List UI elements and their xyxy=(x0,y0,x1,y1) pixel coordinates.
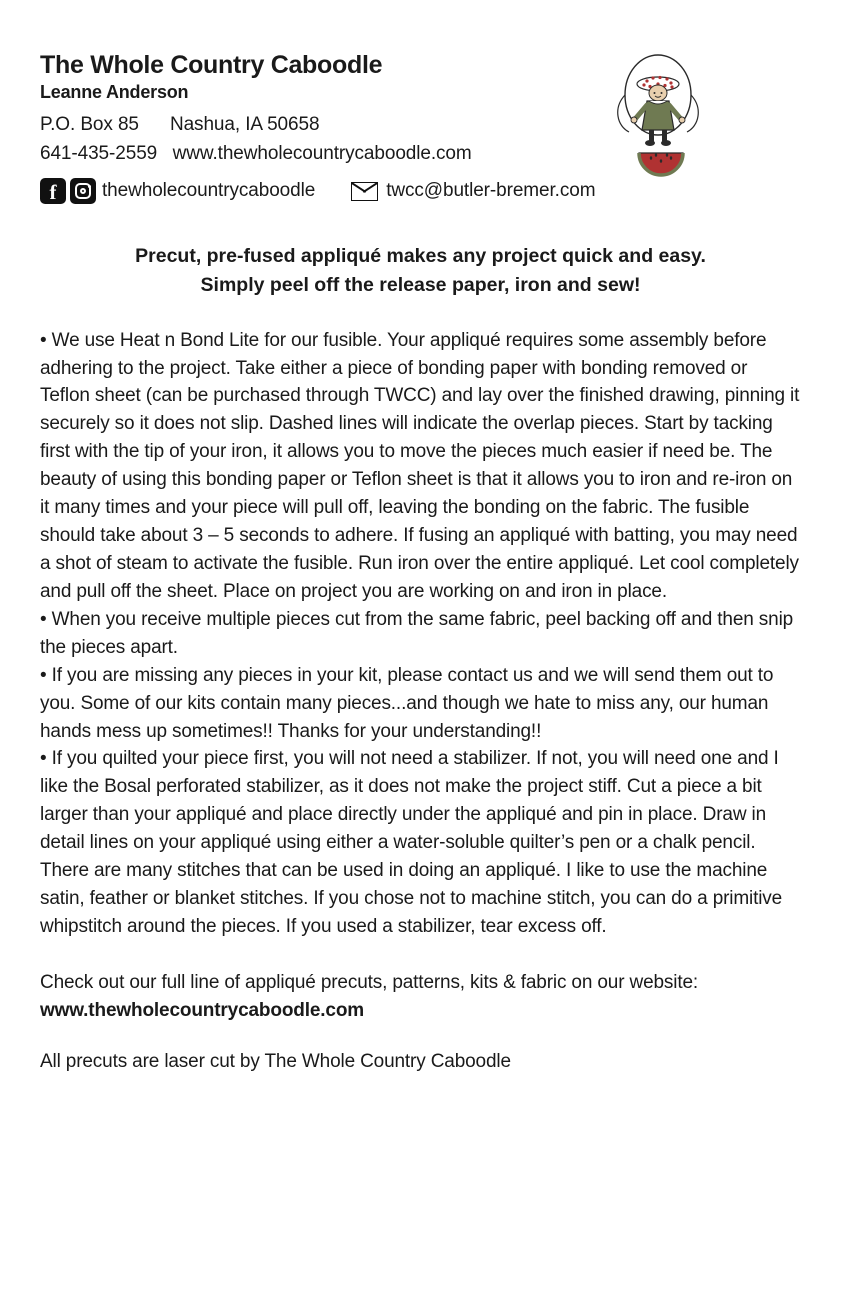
letterhead-header xyxy=(0,0,841,204)
instruction-bullet: • If you are missing any pieces in your kit, please contact us and we will send them out to you. Some of our kits contain many pieces...and though we hate to miss any, our human hands mess up sometimes!! Thanks for your understanding!! xyxy=(40,664,774,742)
instructions-body xyxy=(40,327,801,941)
instruction-bullet: • When you receive multiple pieces cut from the same fabric, peel backing off and then snip the pieces apart. xyxy=(40,608,794,658)
email-address[interactable]: twcc@butler-bremer.com xyxy=(386,180,596,202)
website-callout-text: Check out our full line of appliqué precuts, patterns, kits & fabric on our website: xyxy=(40,971,699,993)
instruction-bullet: • If you quilted your piece first, you will not need a stabilizer. If not, you will need one and I like the Bosal perforated stabilizer, as it does not make the project stiff. Cut a piece a bit larger than your appliqué and place directly under the appliqué and pin in place. Draw in detail lines on your appliqué using either a water-soluble quilter’s pen or a chalk pencil. There are many stitches that can be used in doing an appliqué. I like to use the machine satin, feather or blanket stitches. If you chose not to machine stitch, you can do a primitive whipstitch around the pieces. If you used a stabilizer, tear excess off. xyxy=(40,748,783,937)
doll-with-watermelon-logo xyxy=(603,48,713,178)
contact-row xyxy=(40,178,801,204)
instruction-bullet: • We use Heat n Bond Lite for our fusible. Your appliqué requires some assembly before adhering to the project. Take either a piece of bonding paper with bonding removed or Teflon sheet (can be purchased through TWCC) and lay over the finished drawing, pinning it securely so it does not slip. Dashed lines will indicate the overlap pieces. Start by tacking first with the tip of your iron, it allows you to move the pieces much easier if need be. The beauty of using this bonding paper or Teflon sheet is that it allows you to iron and re-iron on it many times and your piece will pull off, leaving the bonding on the fabric. The fusible should take about 3 – 5 seconds to adhere. If fusing an appliqué with batting, you may need a shot of steam to activate the fusible. Run iron over the entire appliqué. Let cool completely and pull off the sheet. Place on project you are working on and iron in place. xyxy=(40,329,800,602)
website-callout xyxy=(40,969,801,1025)
website-url[interactable]: www.thewholecountrycaboodle.com xyxy=(40,999,365,1021)
laser-cut-note: All precuts are laser cut by The Whole Country Caboodle xyxy=(40,1050,511,1072)
business-name: The Whole Country Caboodle xyxy=(40,51,383,79)
tagline-line-2: Simply peel off the release paper, iron and sew! xyxy=(200,274,641,297)
social-icon-group xyxy=(40,178,96,204)
owner-name: Leanne Anderson xyxy=(40,81,189,102)
social-handle: thewholecountrycaboodle xyxy=(102,180,316,202)
instagram-icon[interactable] xyxy=(70,178,96,204)
facebook-glyph: f xyxy=(49,180,57,205)
tagline xyxy=(48,242,793,301)
address-line: P.O. Box 85 Nashua, IA 50658 xyxy=(40,114,320,136)
tagline-line-1: Precut, pre-fused appliqué makes any project quick and easy. xyxy=(135,245,706,268)
phone-website-line: 641-435-2559 www.thewholecountrycaboodle.com xyxy=(40,142,472,164)
email-group xyxy=(351,180,595,202)
envelope-icon xyxy=(351,182,378,201)
facebook-icon[interactable] xyxy=(40,178,66,204)
